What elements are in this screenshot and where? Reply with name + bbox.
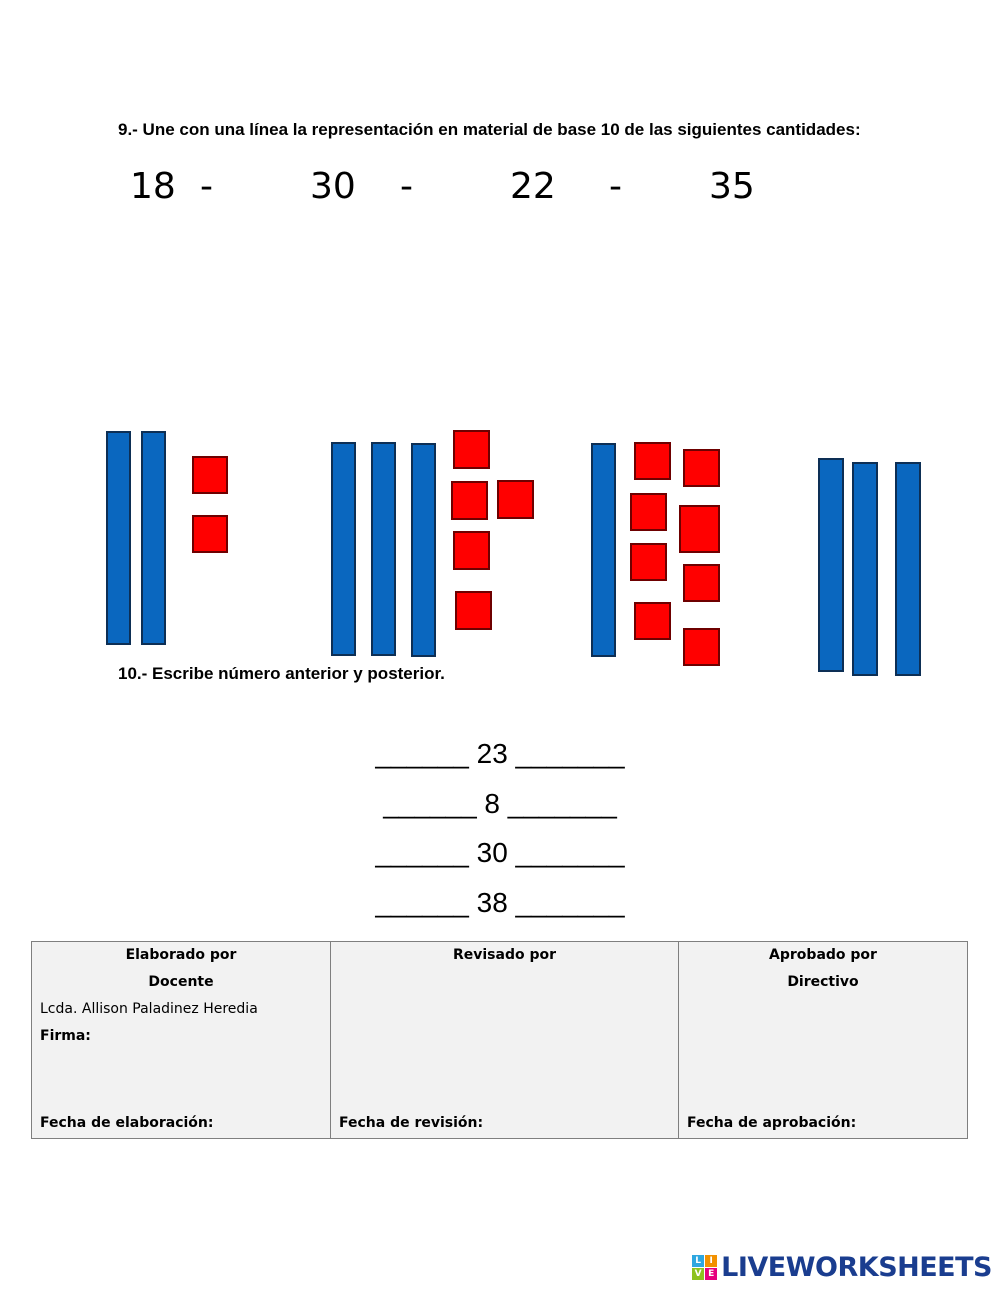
ten-rod[interactable] (895, 462, 921, 676)
question-10-title: 10.- Escribe número anterior y posterior. (118, 664, 445, 683)
blank-line (339, 969, 670, 996)
unit-cube[interactable] (630, 543, 667, 581)
sequence-row[interactable]: ______ 30 _______ (375, 837, 625, 868)
separator: - (609, 166, 622, 207)
unit-cube[interactable] (683, 628, 720, 666)
question-9-title: 9.- Une con una línea la representación en material de base 10 de las siguientes cantidades: (118, 120, 861, 139)
blank-line (687, 996, 959, 1023)
elaboration-date-label: Fecha de elaboración: (40, 1115, 214, 1131)
logo-text: LIVEWORKSHEETS (721, 1252, 992, 1283)
unit-cube[interactable] (634, 442, 671, 480)
unit-cube[interactable] (453, 430, 490, 469)
ten-rod[interactable] (591, 443, 616, 657)
logo-mark-icon (692, 1255, 717, 1280)
logo-letter: L (692, 1255, 704, 1267)
quantity-30: 30 (310, 166, 356, 207)
blank-space (339, 1050, 670, 1110)
review-date-label: Fecha de revisión: (339, 1115, 484, 1131)
sequence-row[interactable]: ______ 23 _______ (375, 738, 625, 769)
unit-cube[interactable] (192, 456, 228, 494)
quantity-35: 35 (709, 166, 755, 207)
sequence-row[interactable]: ______ 38 _______ (375, 887, 625, 918)
unit-cube[interactable] (453, 531, 490, 570)
logo-letter: E (705, 1268, 717, 1280)
unit-cube[interactable] (634, 602, 671, 640)
signature-label: Firma: (40, 1028, 91, 1044)
approved-header: Aprobado por (769, 947, 877, 963)
blank-line (687, 1023, 959, 1050)
separator: - (400, 166, 413, 207)
unit-cube[interactable] (455, 591, 492, 630)
approval-date-label: Fecha de aprobación: (687, 1115, 857, 1131)
sequence-row[interactable]: ______ 8 _______ (383, 788, 617, 819)
ten-rod[interactable] (106, 431, 131, 645)
approved-cell (679, 942, 968, 1139)
unit-cube[interactable] (683, 449, 720, 487)
elaborated-name: Lcda. Allison Paladinez Heredia (40, 1001, 258, 1017)
ten-rod[interactable] (411, 443, 436, 657)
signature-space (40, 1050, 322, 1110)
ten-rod[interactable] (852, 462, 878, 676)
unit-cube[interactable] (497, 480, 534, 519)
unit-cube[interactable] (630, 493, 667, 531)
quantities-row (0, 166, 1000, 216)
approved-role: Directivo (787, 974, 859, 990)
ten-rod[interactable] (141, 431, 166, 645)
signature-table (31, 941, 968, 1139)
reviewed-cell (331, 942, 679, 1139)
unit-cube[interactable] (679, 505, 720, 553)
logo-letter: I (705, 1255, 717, 1267)
separator: - (200, 166, 213, 207)
quantity-22: 22 (510, 166, 556, 207)
liveworksheets-logo (692, 1252, 992, 1283)
quantity-18: 18 (130, 166, 176, 207)
reviewed-header: Revisado por (452, 947, 557, 963)
logo-letter: V (692, 1268, 704, 1280)
elaborated-role: Docente (148, 974, 214, 990)
unit-cube[interactable] (451, 481, 488, 520)
elaborated-cell (32, 942, 331, 1139)
blank-line (339, 1023, 670, 1050)
blank-space (687, 1050, 959, 1110)
ten-rod[interactable] (818, 458, 844, 672)
unit-cube[interactable] (683, 564, 720, 602)
blank-line (339, 996, 670, 1023)
unit-cube[interactable] (192, 515, 228, 553)
elaborated-header: Elaborado por (125, 947, 237, 963)
ten-rod[interactable] (331, 442, 356, 656)
ten-rod[interactable] (371, 442, 396, 656)
